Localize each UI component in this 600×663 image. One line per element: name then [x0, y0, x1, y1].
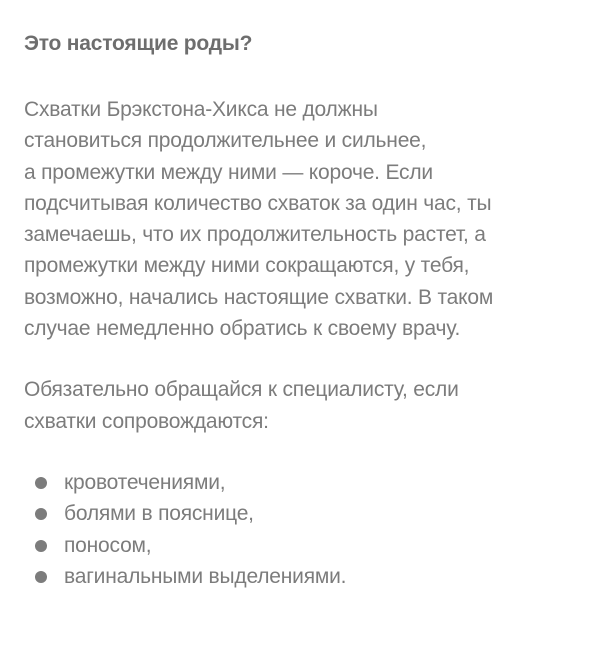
paragraph-line: Схватки Брэкстона-Хикса не должны	[24, 98, 378, 121]
paragraph-line: схватки сопровождаются:	[24, 409, 269, 433]
paragraph-line: становиться продолжительнее и сильнее,	[24, 129, 427, 153]
paragraph-braxton-hicks	[24, 94, 560, 344]
paragraph-see-specialist	[24, 374, 560, 437]
paragraph-line: замечаешь, что их продолжительность растет, а	[24, 223, 486, 247]
list-item	[24, 467, 560, 498]
paragraph-line: промежутки между ними сокращаются, у тебя,	[24, 254, 470, 278]
list-item-text: кровотечениями,	[64, 470, 226, 494]
symptom-list	[24, 467, 560, 592]
paragraph-line: подсчитывая количество схваток за один час, ты	[24, 191, 492, 215]
bullet-icon	[35, 571, 47, 583]
paragraph-line: случае немедленно обратись к своему врачу.	[24, 317, 461, 341]
bullet-icon	[35, 477, 47, 489]
list-item-text: вагинальными выделениями.	[64, 564, 347, 588]
list-item-text: поносом,	[64, 533, 152, 557]
list-item	[24, 498, 560, 529]
list-item-text: болями в пояснице,	[64, 502, 254, 526]
list-item	[24, 530, 560, 561]
paragraph-line: возможно, начались настоящие схватки. В таком	[24, 285, 494, 309]
paragraph-line: а промежутки между ними — короче. Если	[24, 160, 433, 184]
bullet-icon	[35, 508, 47, 520]
list-item	[24, 561, 560, 592]
bullet-icon	[35, 540, 47, 552]
article-heading: Это настоящие роды?	[24, 32, 253, 55]
paragraph-line: Обязательно обращайся к специалисту, если	[24, 378, 459, 402]
